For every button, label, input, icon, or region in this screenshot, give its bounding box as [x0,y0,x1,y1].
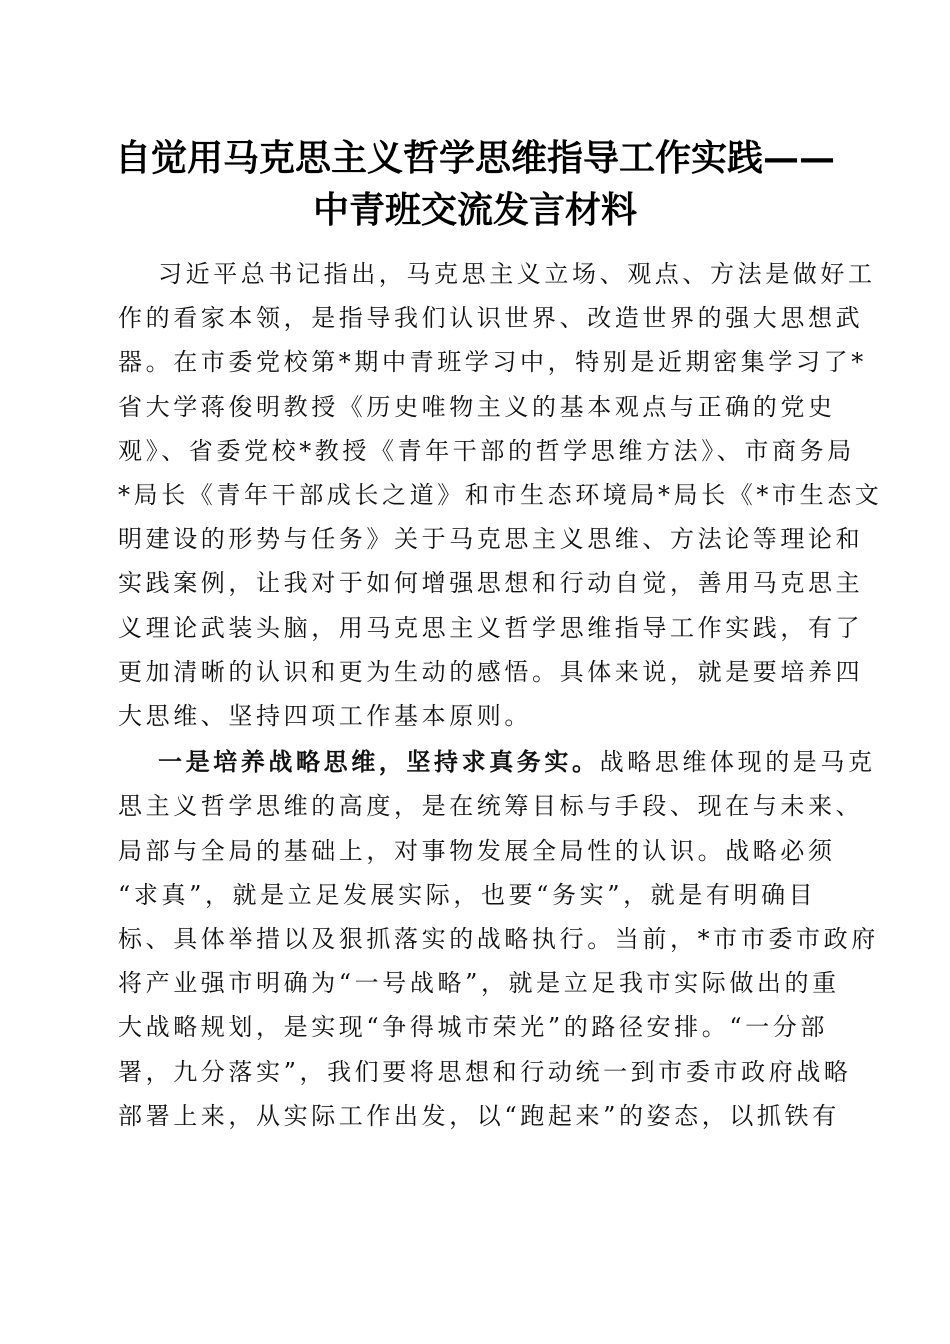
paragraph-1 [118,252,883,738]
paragraph-2-line: 将产业强市明确为“一号战略”，就是立足我市实际做出的重 [118,969,840,998]
paragraph-1-line: *局长《青年干部成长之道》和市生态环境局*局长《*市生态文 [118,481,883,510]
paragraph-1-line: 明建设的形势与任务》关于马克思主义思维、方法论等理论和 [118,525,864,554]
paragraph-2-first-line [118,740,876,784]
paragraph-2-heading: 一是培养战略思维，坚持求真务实。 [158,747,600,777]
paragraph-2-line: 标、具体举措以及狠抓落实的战略执行。当前，*市市委市政府 [118,925,879,954]
paragraph-1-line: 大思维、坚持四项工作基本原则。 [118,702,532,731]
paragraph-2-line: 部署上来，从实际工作出发，以“跑起来”的姿态，以抓铁有 [118,1101,840,1130]
paragraph-2-line: “求真”，就是立足发展实际，也要“务实”，就是有明确目 [118,880,817,909]
title-line-1: 自觉用马克思主义哲学思维指导工作实践—— [114,137,835,179]
paragraph-1-line: 习近平总书记指出，马克思主义立场、观点、方法是做好工 [158,260,876,288]
paragraph-1-line: 观》、省委党校*教授《青年干部的哲学思维方法》、市商务局 [118,436,855,465]
paragraph-2-line: 署，九分落实”，我们要将思想和行动统一到市委市政府战略 [118,1057,852,1086]
paragraph-2-line: 思主义哲学思维的高度，是在统筹目标与手段、现在与未来、 [118,792,864,821]
paragraph-2-line: 大战略规划，是实现“争得城市荣光”的路径安排。“一分部 [118,1013,829,1042]
document-title [60,132,890,236]
paragraph-1-line: 更加清晰的认识和更为生动的感悟。具体来说，就是要培养四 [118,657,864,686]
paragraph-1-line: 器。在市委党校第*期中青班学习中，特别是近期密集学习了* [118,348,867,377]
paragraph-2-line: 局部与全局的基础上，对事物发展全局性的认识。战略必须 [118,836,836,865]
paragraph-1-line: 省大学蒋俊明教授《历史唯物主义的基本观点与正确的党史 [118,392,836,421]
paragraph-2 [118,740,879,1138]
paragraph-1-line: 义理论武装头脑，用马克思主义哲学思维指导工作实践，有了 [118,613,864,642]
title-line-2: 中青班交流发言材料 [312,189,637,231]
paragraph-1-line: 实践案例，让我对于如何增强思想和行动自觉，善用马克思主 [118,569,864,598]
paragraph-2-first-rest: 战略思维体现的是马克 [599,748,876,777]
document-body [118,252,883,1140]
paragraph-1-line: 作的看家本领，是指导我们认识世界、改造世界的强大思想武 [118,304,864,333]
